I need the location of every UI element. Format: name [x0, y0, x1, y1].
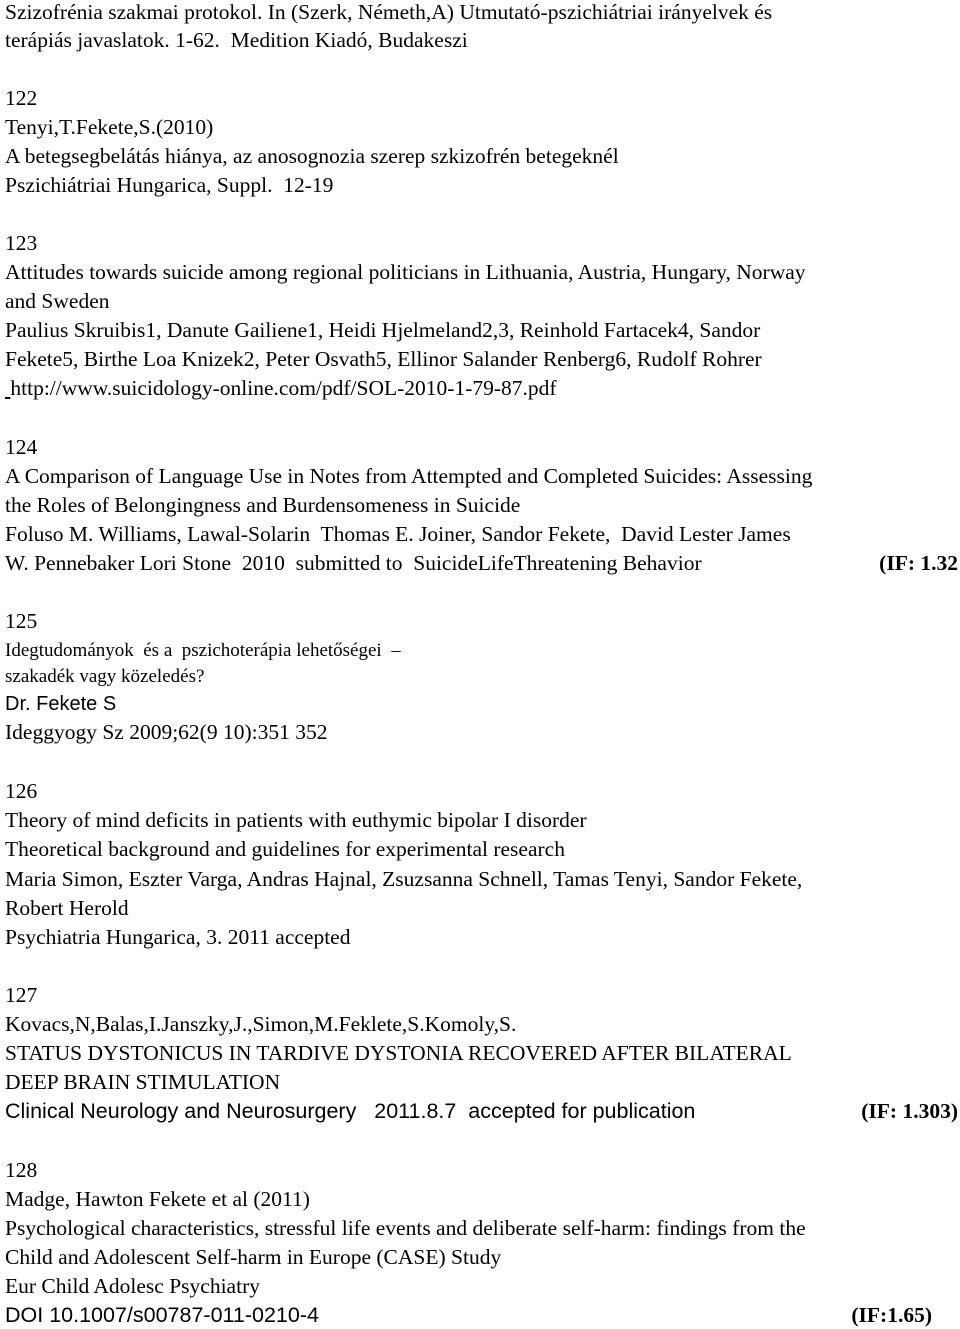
impact-factor: (IF: 1.303): [861, 1099, 958, 1123]
entry-title: STATUS DYSTONICUS IN TARDIVE DYSTONIA RECOVERED AFTER BILATERAL: [5, 1041, 792, 1065]
entry-journal: Ideggyogy Sz 2009;62(9 10):351 352: [5, 720, 328, 744]
entry-number: 122: [5, 86, 38, 110]
entry-title: A betegsegbelátás hiánya, az anosognozia szerep szkizofrén betegeknél: [5, 144, 619, 168]
impact-factor: (IF: 1.32: [879, 551, 958, 575]
entry-authors: Fekete5, Birthe Loa Knizek2, Peter Osvath5, Ellinor Salander Renberg6, Rudolf Rohrer: [5, 347, 762, 371]
entry-title: Theoretical background and guidelines for experimental research: [5, 837, 565, 861]
entry-title: Child and Adolescent Self-harm in Europe (CASE) Study: [5, 1245, 502, 1269]
entry-authors: Tenyi,T.Fekete,S.(2010): [5, 115, 214, 139]
entry-journal: Pszichiátriai Hungarica, Suppl. 12-19: [5, 173, 334, 197]
entry-journal: Psychiatria Hungarica, 3. 2011 accepted: [5, 925, 351, 949]
entry-number: 123: [5, 231, 38, 255]
entry-title: Attitudes towards suicide among regional politicians in Lithuania, Austria, Hungary, Norway: [5, 260, 806, 284]
entry-doi: DOI 10.1007/s00787-011-0210-4: [5, 1303, 319, 1327]
entry-url-line: [5, 375, 557, 401]
entry-title: and Sweden: [5, 289, 110, 313]
entry-number: 124: [5, 435, 38, 459]
entry-authors: Madge, Hawton Fekete et al (2011): [5, 1187, 310, 1211]
intro-line: Szizofrénia szakmai protokol. In (Szerk, Németh,A) Utmutató-pszichiátriai irányelvek és: [5, 0, 773, 24]
entry-number: 127: [5, 983, 38, 1007]
entry-title: Idegtudományok és a pszichoterápia lehetőségei –: [5, 640, 401, 661]
entry-number: 128: [5, 1158, 38, 1182]
intro-line: terápiás javaslatok. 1-62. Medition Kiadó, Budakeszi: [5, 28, 468, 52]
entry-title: Psychological characteristics, stressful life events and deliberate self-harm: findings from the: [5, 1216, 806, 1240]
entry-title: the Roles of Belongingness and Burdensomeness in Suicide: [5, 493, 521, 517]
entry-author: Dr. Fekete S: [5, 693, 117, 715]
entry-title: Theory of mind deficits in patients with euthymic bipolar I disorder: [5, 808, 587, 832]
entry-authors: Kovacs,N,Balas,I.Janszky,J.,Simon,M.Feklete,S.Komoly,S.: [5, 1012, 517, 1036]
entry-authors: Paulius Skruibis1, Danute Gailiene1, Heidi Hjelmeland2,3, Reinhold Fartacek4, Sandor: [5, 318, 761, 342]
entry-number: 125: [5, 609, 38, 633]
entry-authors: Maria Simon, Eszter Varga, Andras Hajnal, Zsuzsanna Schnell, Tamas Tenyi, Sandor Fekete,: [5, 867, 803, 891]
entry-authors: Foluso M. Williams, Lawal-Solarin Thomas E. Joiner, Sandor Fekete, David Lester James: [5, 522, 791, 546]
entry-authors: W. Pennebaker Lori Stone 2010 submitted to SuicideLifeThreatening Behavior: [5, 551, 702, 575]
entry-title: szakadék vagy közeledés?: [5, 666, 205, 687]
entry-authors: Robert Herold: [5, 896, 129, 920]
entry-title: A Comparison of Language Use in Notes from Attempted and Completed Suicides: Assessing: [5, 464, 813, 488]
entry-title: DEEP BRAIN STIMULATION: [5, 1070, 281, 1094]
entry-journal: Eur Child Adolesc Psychiatry: [5, 1274, 260, 1298]
entry-number: 126: [5, 779, 38, 803]
entry-journal: Clinical Neurology and Neurosurgery 2011.8.7 accepted for publication: [5, 1099, 696, 1123]
entry-url-link[interactable]: http://www.suicidology-online.com/pdf/SOL-2010-1-79-87.pdf: [10, 376, 557, 400]
impact-factor: (IF:1.65): [851, 1303, 932, 1327]
